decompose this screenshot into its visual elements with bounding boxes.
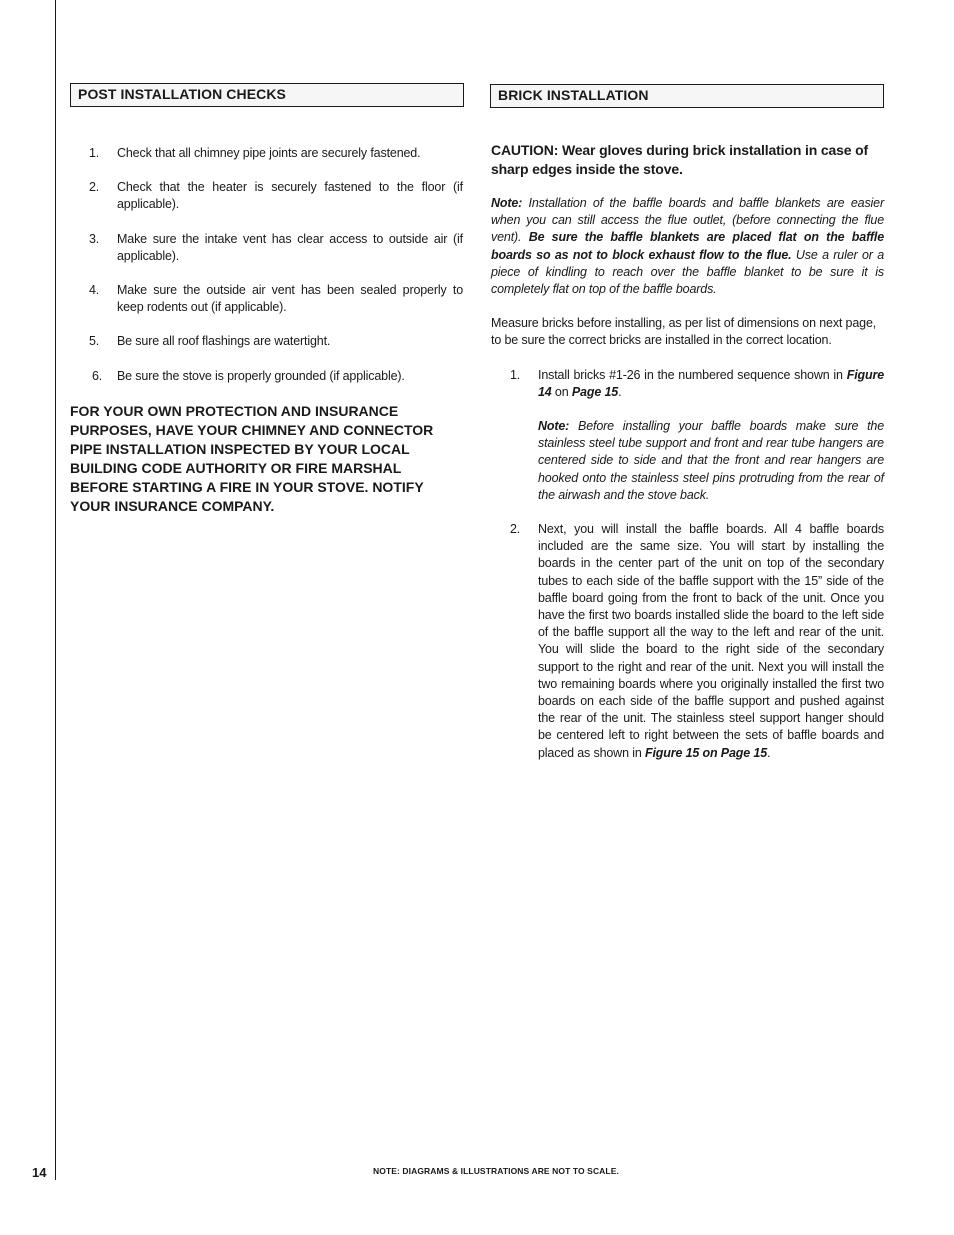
list-item — [70, 368, 463, 385]
item-number: 1. — [89, 146, 100, 160]
list-item — [70, 282, 463, 316]
step-text: on — [551, 384, 572, 399]
tube-support-note — [538, 418, 884, 504]
item-number: 1. — [510, 367, 521, 382]
insurance-warning: FOR YOUR OWN PROTECTION AND INSURANCE PURPOSES, HAVE YOUR CHIMNEY AND CONNECTOR PIPE INSTALLATION INSPECTED BY YOUR LOCAL BUILDING CODE AUTHORITY OR FIRE MARSHAL BEFORE STARTING A FIRE IN YOUR STOVE. NOTIFY YOUR INSURANCE COMPANY. — [70, 402, 434, 514]
step-text: . — [767, 745, 771, 760]
list-item — [70, 333, 463, 350]
right-column — [491, 141, 884, 779]
left-margin-rule — [55, 0, 56, 1180]
step-text: . — [618, 384, 622, 399]
step-text: Install bricks #1-26 in the numbered sequence shown in — [538, 367, 847, 382]
note-label: Note: — [491, 196, 523, 210]
item-number: 2. — [510, 522, 521, 537]
left-column — [70, 145, 463, 516]
figure-ref: Figure 14 — [538, 367, 884, 399]
item-text: Be sure all roof flashings are watertight. — [117, 334, 331, 349]
step-text: Next, you will install the baffle boards. All 4 baffle boards included are the same size. You will start by installing the boards in the center part of the unit on top of the secondary tubes to each side of the baffle support with the 15” side of the baffle board going from the front to back of the unit. Once you have the first two boards installed slide the board to the left side of the baffle support all the way to the left and rear of the unit. You will slide the board to the right side of the secondary support to the right and rear of the unit. Next you will install the two remaining boards where you originally installed the first two boards on each side of the baffle support and pushed against the rear of the unit. The stainless steel support hanger should be centered left to right between the sets of baffle boards and placed as shown in — [538, 522, 884, 760]
item-text: Make sure the outside air vent has been sealed properly to keep rodents out (if applicable). — [117, 283, 463, 315]
measure-paragraph: Measure bricks before installing, as per list of dimensions on next page, to be sure the correct bricks are installed in the correct location. — [491, 316, 877, 348]
note-emphasis: Be sure the baffle blankets are placed flat on the baffle boards so as not to block exhaust flow to the flue. — [491, 230, 885, 262]
checks-list — [70, 145, 463, 385]
item-number: 4. — [89, 283, 100, 298]
item-number: 6. — [92, 368, 103, 383]
item-text: Check that the heater is securely fastened to the floor (if applicable). — [117, 180, 463, 212]
item-number: 5. — [89, 334, 100, 349]
list-item — [70, 231, 463, 265]
note-label: Note: — [538, 419, 570, 434]
item-number: 2. — [89, 180, 100, 195]
item-text: Check that all chimney pipe joints are securely fastened. — [117, 146, 421, 160]
item-number: 3. — [89, 231, 100, 246]
list-item — [491, 367, 884, 504]
figure-ref: Figure 15 on Page 15 — [644, 745, 767, 760]
baffle-note — [491, 195, 884, 298]
page-ref: Page 15 — [571, 384, 619, 399]
list-item — [70, 179, 463, 213]
scale-footnote: NOTE: DIAGRAMS & ILLUSTRATIONS ARE NOT TO SCALE. — [373, 1166, 619, 1176]
brick-installation-heading: BRICK INSTALLATION — [490, 84, 884, 108]
post-installation-checks-heading: POST INSTALLATION CHECKS — [70, 83, 464, 107]
item-text: Make sure the intake vent has clear access to outside air (if applicable). — [117, 231, 463, 263]
page-number: 14 — [32, 1165, 47, 1180]
note-text: Installation of the baffle boards and baffle blankets are easier when you can still access the flue outlet, (before connecting the flue vent). — [491, 196, 884, 245]
item-text: Be sure the stove is properly grounded (if applicable). — [117, 368, 405, 383]
note-text-cont: Use a ruler or a piece of kindling to reach over the baffle blanket to be sure it is completely flat on top of the baffle boards. — [491, 247, 884, 297]
note-text: Before installing your baffle boards make sure the stainless steel tube support and front and rear tube hangers are centered side to side and that the front and rear hangers are hooked onto the stainless steel pins protruding from the rear of the airwash and the stove back. — [538, 419, 884, 502]
caution-text: CAUTION: Wear gloves during brick installation in case of sharp edges inside the stove. — [491, 142, 869, 177]
list-item — [491, 521, 884, 762]
list-item — [70, 145, 463, 162]
